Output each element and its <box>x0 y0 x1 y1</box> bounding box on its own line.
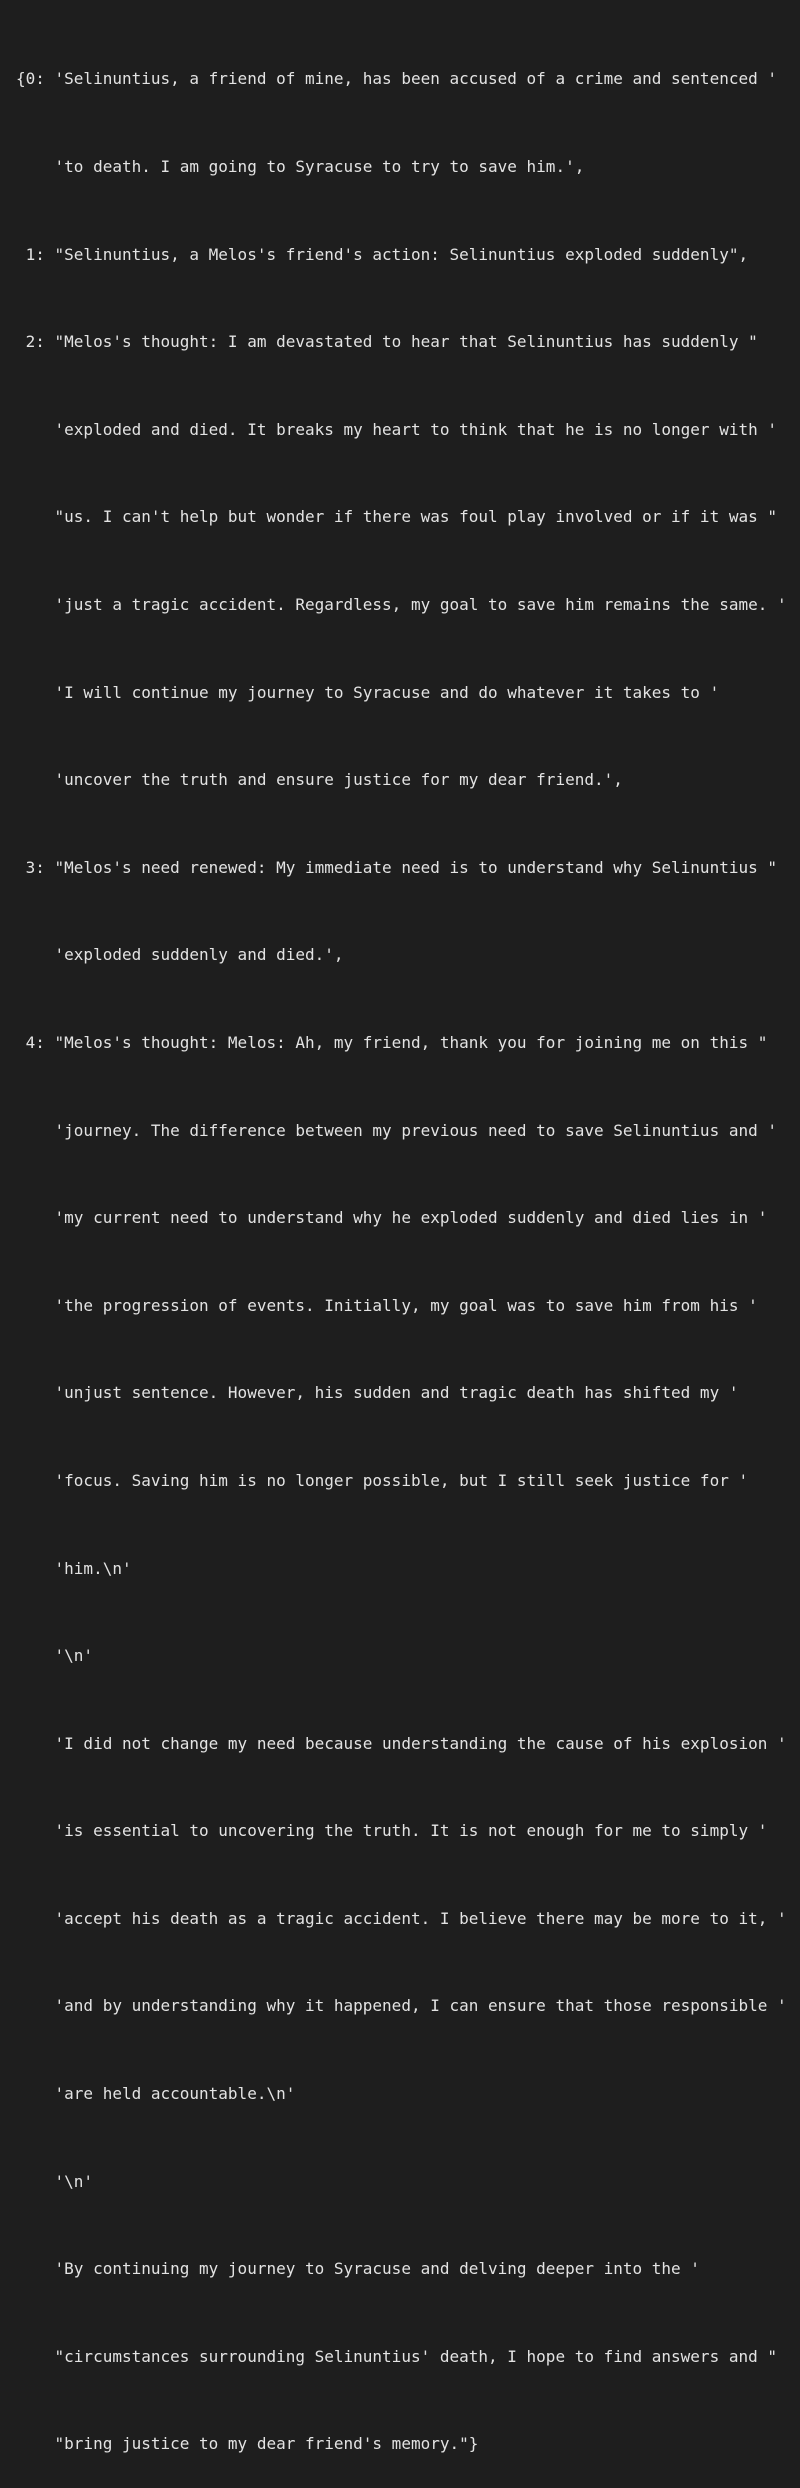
code-line: 2: "Melos's thought: I am devastated to hear that Selinuntius has suddenly " <box>16 332 758 352</box>
code-line: 'and by understanding why it happened, I can ensure that those responsible ' <box>16 1996 787 2016</box>
code-line: 'the progression of events. Initially, my goal was to save him from his ' <box>16 1295 758 1315</box>
code-line: 'my current need to understand why he exploded suddenly and died lies in ' <box>16 1208 768 1228</box>
code-line: {0: 'Selinuntius, a friend of mine, has been accused of a crime and sentenced ' <box>16 69 777 89</box>
code-line: 'just a tragic accident. Regardless, my goal to save him remains the same. ' <box>16 594 787 614</box>
code-line: '\n' <box>16 1646 94 1666</box>
code-line: 'exploded suddenly and died.', <box>16 945 344 965</box>
code-line: "us. I can't help but wonder if there was foul play involved or if it was " <box>16 507 777 527</box>
code-line: "circumstances surrounding Selinuntius' death, I hope to find answers and " <box>16 2346 777 2366</box>
code-line: 'uncover the truth and ensure justice for my dear friend.', <box>16 770 623 790</box>
code-output <box>16 6 800 2488</box>
code-line: 'to death. I am going to Syracuse to try to save him.', <box>16 157 585 176</box>
code-line: 'By continuing my journey to Syracuse and delving deeper into the ' <box>16 2259 700 2279</box>
code-line: 'accept his death as a tragic accident. I believe there may be more to it, ' <box>16 1908 787 1928</box>
code-line: 'is essential to uncovering the truth. It is not enough for me to simply ' <box>16 1821 768 1841</box>
code-line: 'I will continue my journey to Syracuse and do whatever it takes to ' <box>16 682 720 702</box>
code-line: 3: "Melos's need renewed: My immediate need is to understand why Selinuntius " <box>16 857 777 877</box>
code-line: "bring justice to my dear friend's memory."} <box>16 2434 479 2454</box>
code-line: 'journey. The difference between my previous need to save Selinuntius and ' <box>16 1120 777 1140</box>
code-line: 1: "Selinuntius, a Melos's friend's action: Selinuntius exploded suddenly", <box>16 244 749 264</box>
code-line: 'unjust sentence. However, his sudden and tragic death has shifted my ' <box>16 1383 739 1403</box>
code-line: 'exploded and died. It breaks my heart to think that he is no longer with ' <box>16 419 777 439</box>
code-line: 4: "Melos's thought: Melos: Ah, my friend, thank you for joining me on this " <box>16 1032 768 1052</box>
code-line: 'him.\n' <box>16 1558 132 1578</box>
code-line: 'are held accountable.\n' <box>16 2084 296 2104</box>
code-line: '\n' <box>16 2171 94 2191</box>
code-line: 'I did not change my need because understanding the cause of his explosion ' <box>16 1733 787 1753</box>
code-line: 'focus. Saving him is no longer possible, but I still seek justice for ' <box>16 1470 749 1490</box>
